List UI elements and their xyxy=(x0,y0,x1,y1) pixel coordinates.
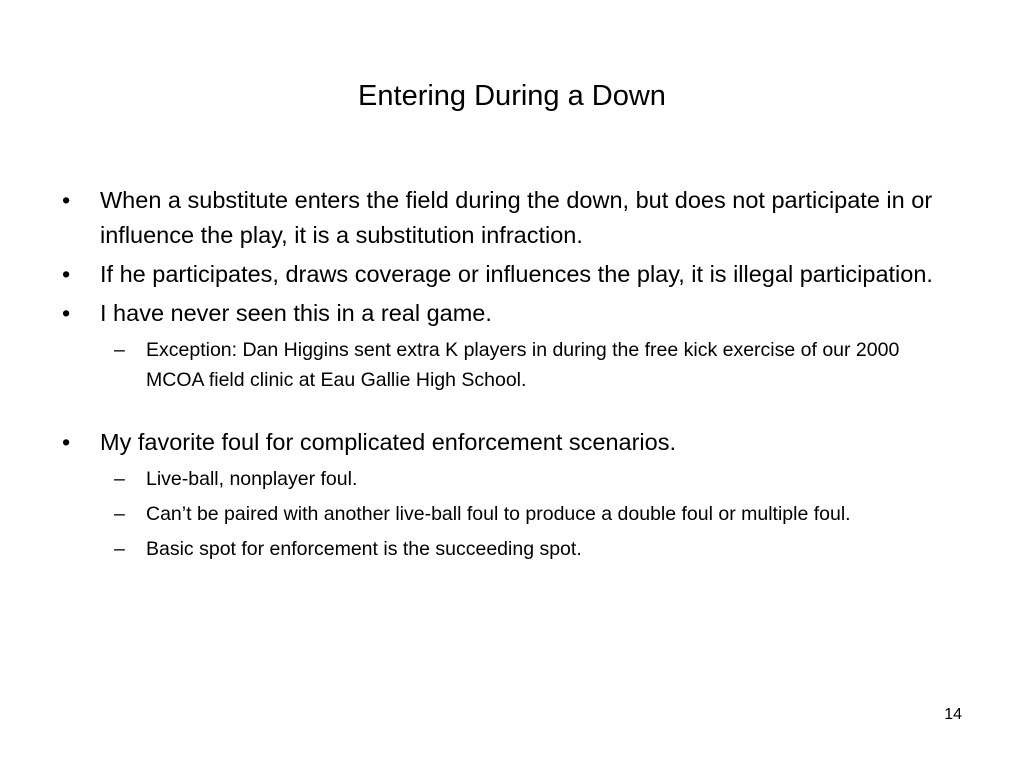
bullet-marker: • xyxy=(62,261,71,287)
bullet-marker: • xyxy=(62,429,71,455)
sub-bullet-marker: – xyxy=(114,339,125,361)
bullet-text: If he participates, draws coverage or influences the play, it is illegal participation. xyxy=(100,261,933,287)
bullet-text: My favorite foul for complicated enforcement scenarios. xyxy=(100,429,677,455)
sub-bullet-marker: – xyxy=(114,503,125,525)
sub-bullet-text: Basic spot for enforcement is the succeeding spot. xyxy=(146,538,582,560)
bullet-text: I have never seen this in a real game. xyxy=(100,300,492,326)
sub-bullet-item xyxy=(0,534,1024,564)
sub-bullet-text: Live-ball, nonplayer foul. xyxy=(146,468,358,490)
bullet-item xyxy=(0,257,1024,292)
bullet-marker: • xyxy=(62,300,71,326)
bullet-text: When a substitute enters the field during the down, but does not participate in or influence the play, it is a substitution infraction. xyxy=(100,187,933,248)
sub-bullet-item xyxy=(0,335,1024,395)
page-number: 14 xyxy=(944,706,962,723)
sub-bullet-text: Exception: Dan Higgins sent extra K players in during the free kick exercise of our 2000 MCOA field clinic at Eau Gallie High School. xyxy=(146,339,900,391)
bullet-marker: • xyxy=(62,187,71,213)
bullet-item xyxy=(0,425,1024,460)
slide-title: Entering During a Down xyxy=(358,80,666,112)
bullet-item xyxy=(0,296,1024,331)
bullet-list xyxy=(0,183,1024,569)
bullet-item xyxy=(0,183,1024,253)
sub-bullet-text: Can’t be paired with another live-ball foul to produce a double foul or multiple foul. xyxy=(146,503,851,525)
sub-bullet-item xyxy=(0,499,1024,529)
sub-bullet-item xyxy=(0,464,1024,494)
bullet-spacer xyxy=(0,400,1024,425)
sub-bullet-marker: – xyxy=(114,468,125,490)
sub-bullet-marker: – xyxy=(114,538,125,560)
